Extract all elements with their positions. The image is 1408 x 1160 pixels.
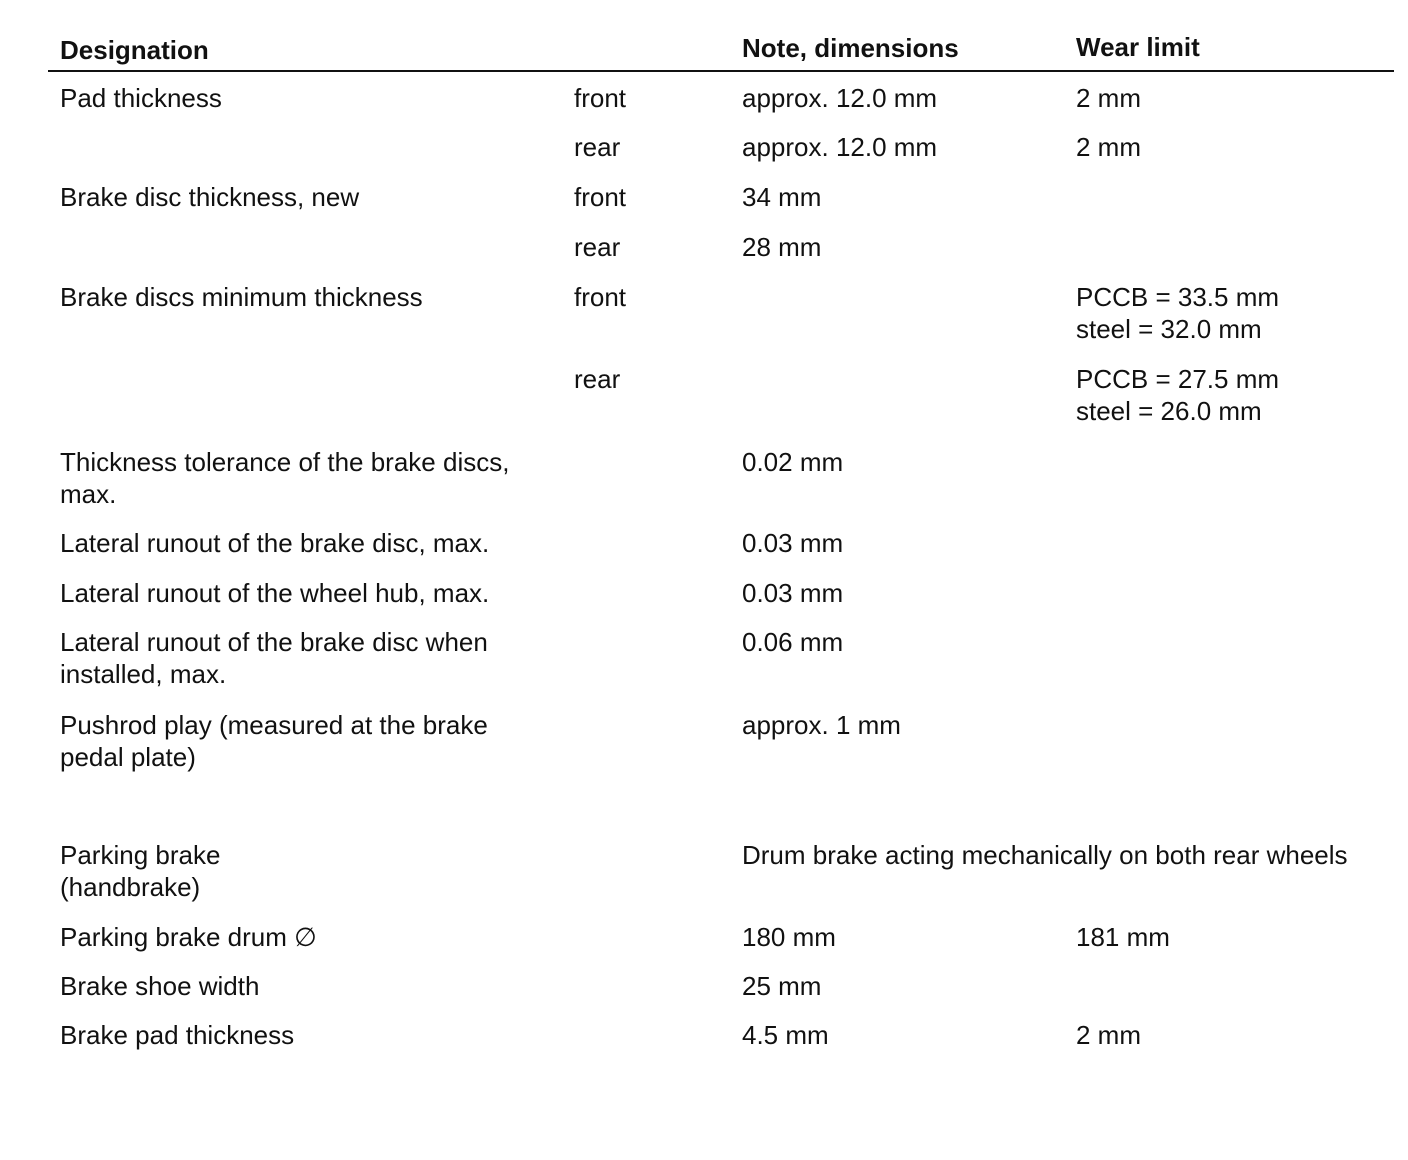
row-designation: max.	[60, 479, 117, 509]
header-divider	[48, 70, 1394, 72]
row-designation: pedal plate)	[60, 742, 196, 772]
row-designation: (handbrake)	[60, 872, 201, 902]
row-designation: Lateral runout of the wheel hub, max.	[60, 578, 490, 608]
row-note: 0.06 mm	[742, 627, 844, 657]
row-note: approx. 1 mm	[742, 710, 901, 740]
row-designation: Brake shoe width	[60, 971, 260, 1001]
row-note: 180 mm	[742, 922, 836, 952]
row-designation: Parking brake drum ∅	[60, 922, 317, 952]
row-note: approx. 12.0 mm	[742, 83, 938, 113]
row-note: 4.5 mm	[742, 1020, 829, 1050]
header-wear-limit: Wear limit	[1076, 32, 1200, 62]
row-wear-limit: steel = 32.0 mm	[1076, 314, 1262, 344]
header-note-dimensions: Note, dimensions	[742, 33, 959, 63]
row-designation: Brake disc thickness, new	[60, 182, 360, 212]
row-wear-limit: PCCB = 27.5 mm	[1076, 364, 1280, 394]
row-position: rear	[574, 364, 621, 394]
row-position: front	[574, 182, 627, 212]
row-note: 0.03 mm	[742, 578, 844, 608]
row-note: 0.03 mm	[742, 528, 844, 558]
row-designation: Pushrod play (measured at the brake	[60, 710, 488, 740]
row-note: 28 mm	[742, 232, 822, 262]
row-position: front	[574, 83, 627, 113]
row-note: 34 mm	[742, 182, 822, 212]
row-wear-limit: 2 mm	[1076, 83, 1141, 113]
row-position: rear	[574, 232, 621, 262]
row-wear-limit: PCCB = 33.5 mm	[1076, 282, 1280, 312]
row-designation: Lateral runout of the brake disc when	[60, 627, 488, 657]
row-designation: Brake discs minimum thickness	[60, 282, 423, 312]
row-wear-limit: 181 mm	[1076, 922, 1170, 952]
row-designation: Pad thickness	[60, 83, 222, 113]
header-designation: Designation	[60, 35, 209, 65]
row-wear-limit: 2 mm	[1076, 1020, 1141, 1050]
row-wear-limit: 2 mm	[1076, 132, 1141, 162]
row-designation: Lateral runout of the brake disc, max.	[60, 528, 490, 558]
row-designation: installed, max.	[60, 659, 227, 689]
row-note: 25 mm	[742, 971, 822, 1001]
row-note: Drum brake acting mechanically on both rear wheels	[742, 840, 1348, 870]
row-designation: Brake pad thickness	[60, 1020, 295, 1050]
row-designation: Parking brake	[60, 840, 221, 870]
row-designation: Thickness tolerance of the brake discs,	[60, 447, 510, 477]
row-position: rear	[574, 132, 621, 162]
row-note: approx. 12.0 mm	[742, 132, 938, 162]
row-note: 0.02 mm	[742, 447, 844, 477]
row-position: front	[574, 282, 627, 312]
row-wear-limit: steel = 26.0 mm	[1076, 396, 1262, 426]
